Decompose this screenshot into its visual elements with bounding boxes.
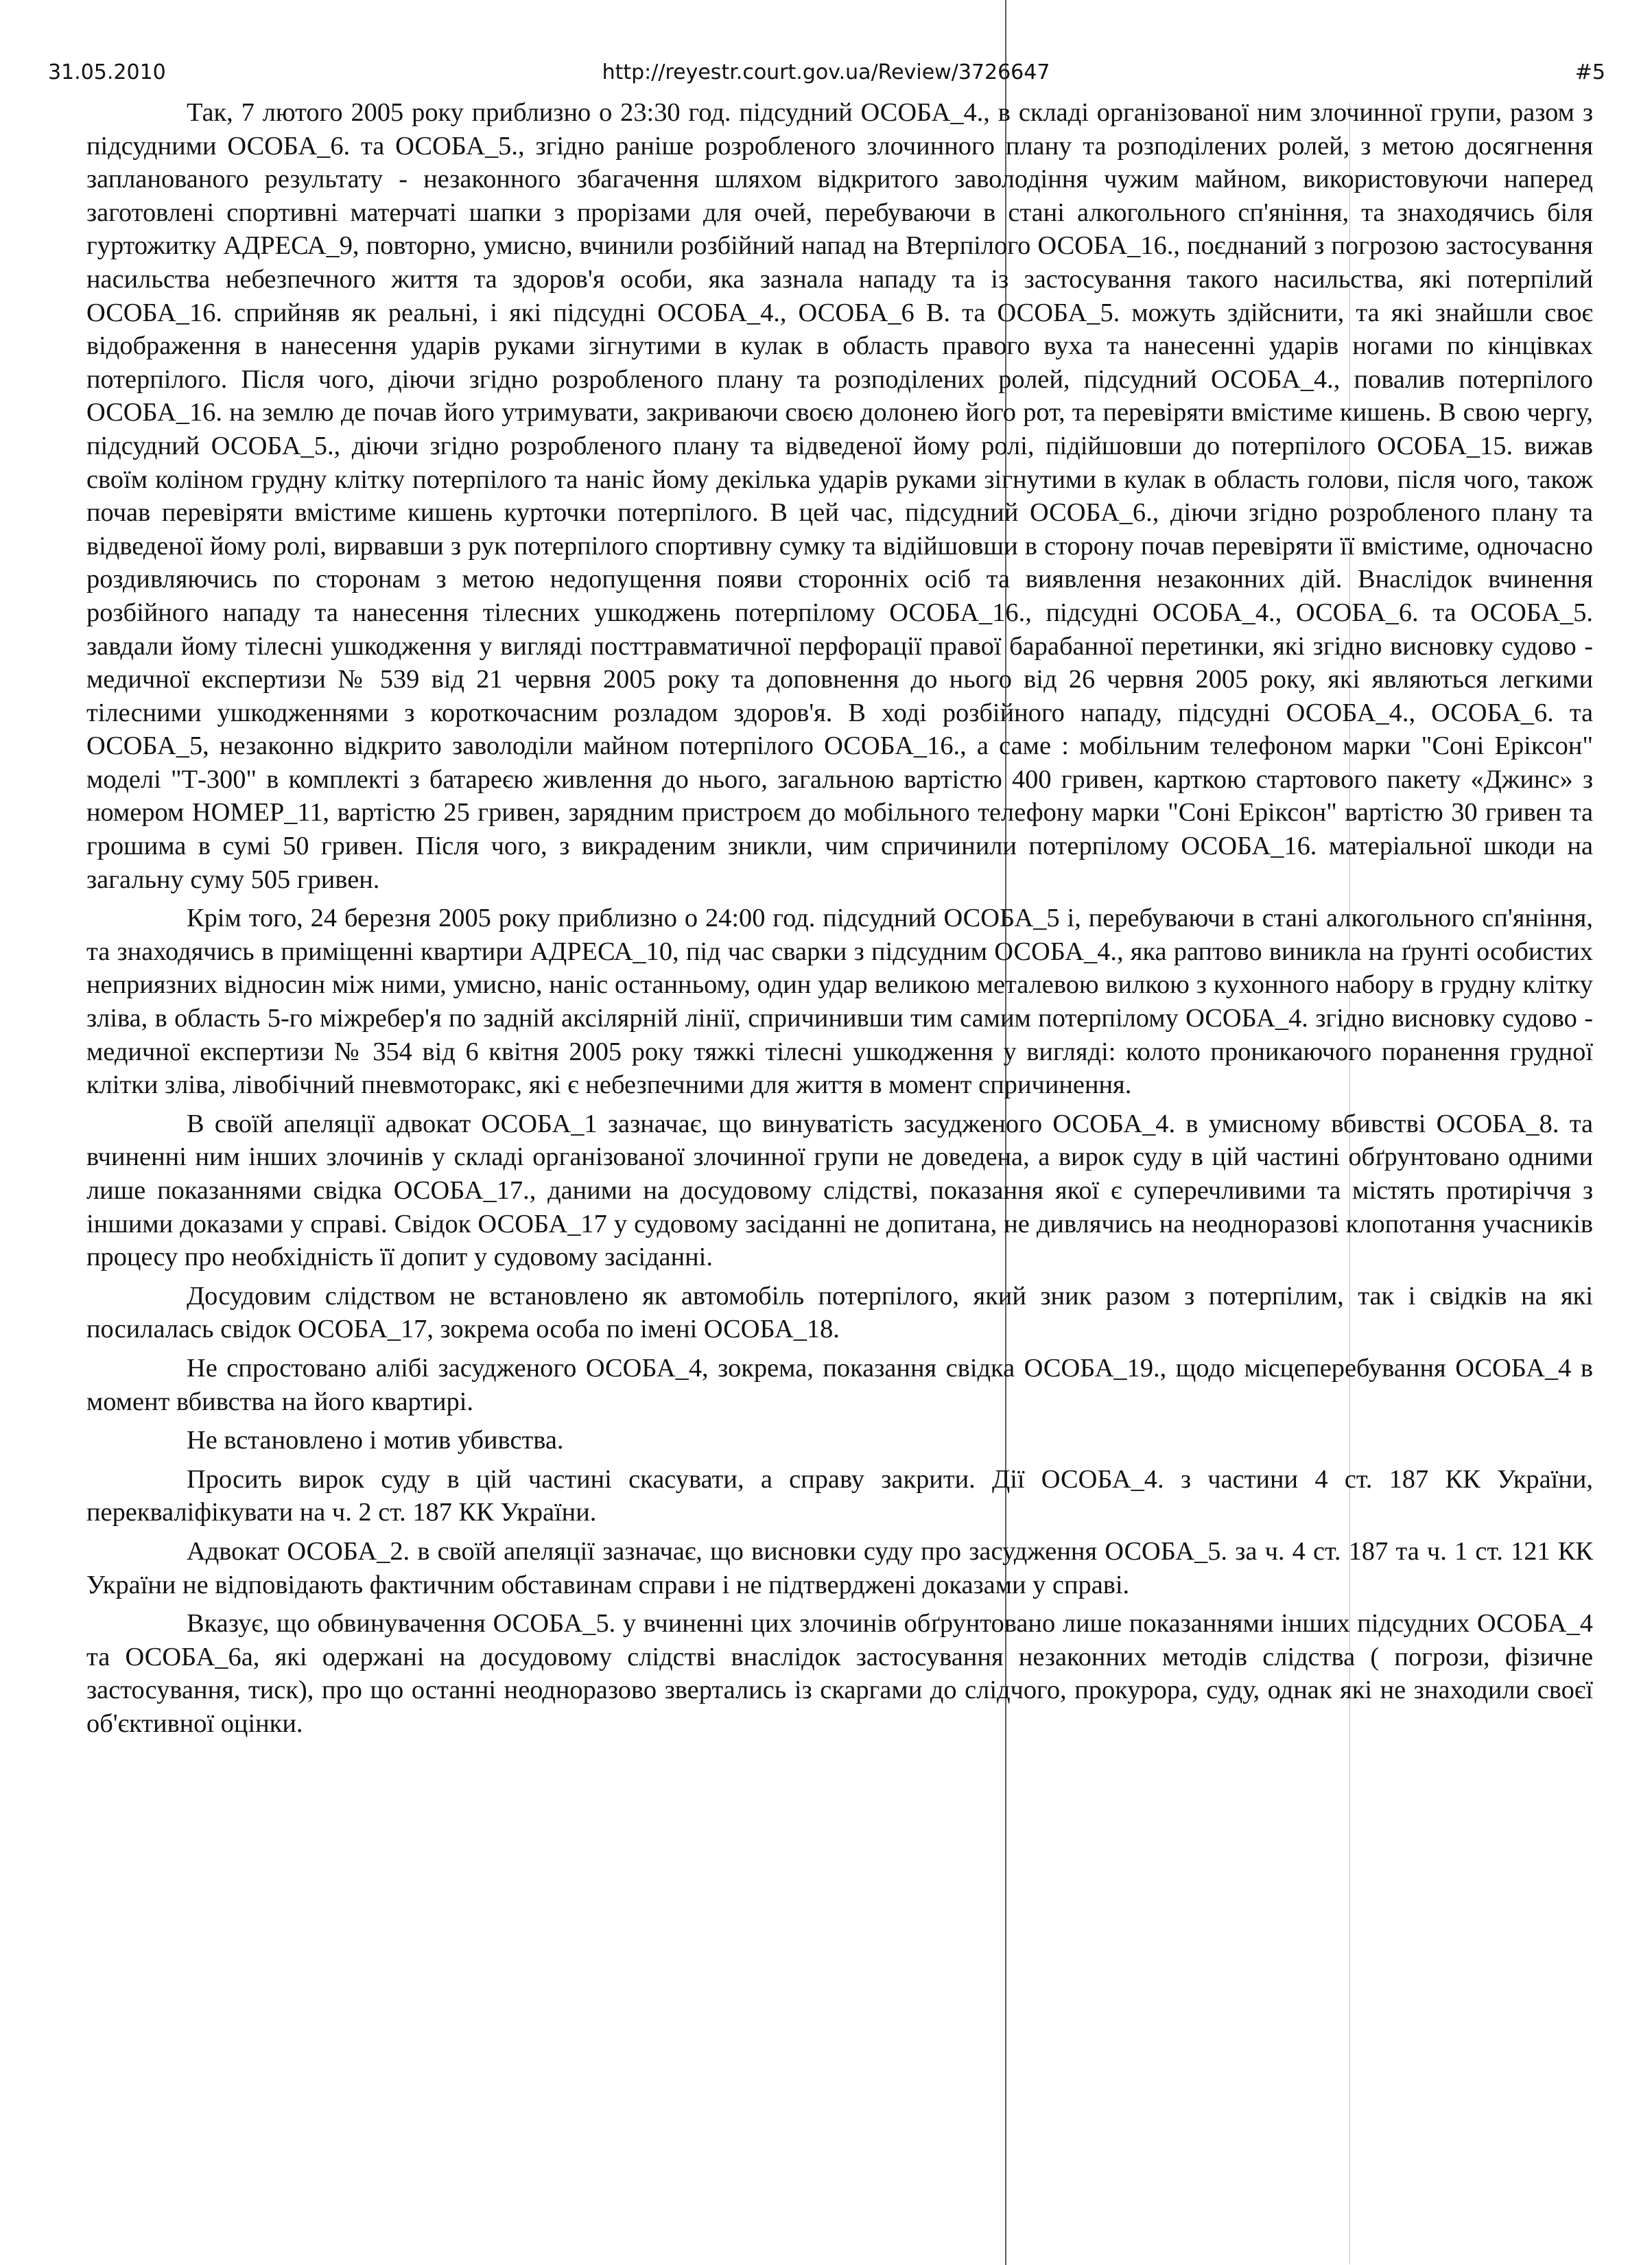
paragraph: Вказує, що обвинувачення ОСОБА_5. у вчиненні цих злочинів обґрунтовано лише показаннями інших підсудних ОСОБА_4 та ОСОБА_6а, які одержані на досудовому слідстві внаслідок застосування незаконних методів слідства ( погрози, фізичне застосування, тиск), про що останні неодноразово звертались із скаргами до слідчого, прокурора, суду, однак які не знаходили своєї об'єктивної оцінки. xyxy=(86,1609,1593,1738)
paragraph: Так, 7 лютого 2005 року приблизно о 23:30 год. підсудний ОСОБА_4., в складі організованої ним злочинної групи, разом з підсудними ОСОБА_6. та ОСОБА_5., згідно раніше розробленого злочинного плану та розподілених ролей, з метою досягнення запланованого результату - незаконного збагачення шляхом відкритого заволодіння чужим майном, використовуючи наперед заготовлені спортивні матерчаті шапки з прорізами для очей, перебуваючи в стані алкогольного сп'яніння, та знаходячись біля гуртожитку АДРЕСА_9, повторно, умисно, вчинили розбійний напад на Втерпілого ОСОБА_16., поєднаний з погрозою застосування насильства небезпечного життя та здоров'я особи, яка зазнала нападу та із застосування такого насильства, які потерпілий ОСОБА_16. сприйняв як реальні, і які підсудні ОСОБА_4., ОСОБА_6 В. та ОСОБА_5. можуть здійснити, та які знайшли своє відображення в нанесення ударів руками зігнутими в кулак в область правого вуха та нанесенні ударів ногами по кінцівках потерпілого. Після чого, діючи згідно розробленого плану та розподілених ролей, підсудний ОСОБА_4., повалив потерпілого ОСОБА_16. на землю де почав його утримувати, закриваючи своєю долонею його рот, та перевіряти вмістиме кишень. В свою чергу, підсудний ОСОБА_5., діючи згідно розробленого плану та відведеної йому ролі, підійшовши до потерпілого ОСОБА_15. вижав своїм коліном грудну клітку потерпілого та наніс йому декілька ударів руками зігнутими в кулак в область голови, після чого, також почав перевіряти вмістиме кишень курточки потерпілого. В цей час, підсудний ОСОБА_6., діючи згідно розробленого плану та відведеної йому ролі, вирвавши з рук потерпілого спортивну сумку та відійшовши в сторону почав перевіряти її вмістиме, одночасно роздивляючись по сторонам з метою недопущення появи сторонніх осіб та виявлення незаконних дій. Внаслідок вчинення розбійного нападу та нанесення тілесних ушкоджень потерпілому ОСОБА_16., підсудні ОСОБА_4., ОСОБА_6. та ОСОБА_5. завдали йому тілесні ушкодження у вигляді посттравматичної перфорації правої барабанної перетинки, які згідно висновку судово - медичної експертизи № 539 від 21 червня 2005 року та доповнення до нього від 26 червня 2005 року, які являються легкими тілесними ушкодженнями з короткочасним розладом здоров'я. В ході розбійного нападу, підсудні ОСОБА_4., ОСОБА_6. та ОСОБА_5, незаконно відкрито заволоділи майном потерпілого ОСОБА_16., а саме : мобільним телефоном марки "Соні Еріксон" моделі "Т-300" в комплекті з батареєю живлення до нього, загальною вартістю 400 гривен, карткою стартового пакету «Джинс» з номером НОМЕР_11, вартістю 25 гривен, зарядним пристроєм до мобільного телефону марки "Соні Еріксон" вартістю 30 гривен та грошима в сумі 50 гривен. Після чого, з викраденим зникли, чим спричинили потерпілому ОСОБА_16. матеріальної шкоди на загальну суму 505 гривен. xyxy=(86,98,1593,894)
paragraph: Крім того, 24 березня 2005 року приблизно о 24:00 год. підсудний ОСОБА_5 і, перебуваючи в стані алкогольного сп'яніння, та знаходячись в приміщенні квартири АДРЕСА_10, під час сварки з підсудним ОСОБА_4., яка раптово виникла на ґрунті особистих неприязних відносин між ними, умисно, наніс останньому, один удар великою металевою вилкою з кухонного набору в грудну клітку зліва, в область 5-го міжребер'я по задній аксілярній лінії, спричинивши тим самим потерпілому ОСОБА_4. згідно висновку судово - медичної експертизи № 354 від 6 квітня 2005 року тяжкі тілесні ушкодження у вигляді: колото проникаючого поранення грудної клітки зліва, лівобічний пневмоторакс, які є небезпечними для життя в момент спричинення. xyxy=(86,904,1593,1100)
document-body xyxy=(86,96,1593,1741)
paragraph: Досудовим слідством не встановлено як автомобіль потерпілого, який зник разом з потерпілим, так і свідків на які посилалась свідок ОСОБА_17, зокрема особа по імені ОСОБА_18. xyxy=(86,1281,1593,1344)
paragraph: Не спростовано алібі засудженого ОСОБА_4, зокрема, показання свідка ОСОБА_19., щодо місцеперебування ОСОБА_4 в момент вбивства на його квартирі. xyxy=(86,1353,1593,1416)
header-page-number: #5 xyxy=(1574,60,1605,84)
header-date: 31.05.2010 xyxy=(48,60,166,84)
paragraph: Адвокат ОСОБА_2. в своїй апеляції зазначає, що висновки суду про засудження ОСОБА_5. за ч. 4 ст. 187 та ч. 1 ст. 121 КК України не відповідають фактичним обставинам справи і не підтверджені доказами у справі. xyxy=(86,1536,1593,1599)
paragraph: В своїй апеляції адвокат ОСОБА_1 зазначає, що винуватість засудженого ОСОБА_4. в умисному вбивстві ОСОБА_8. та вчиненні ним інших злочинів у складі організованої злочинної групи не доведена, а вирок суду в цій частині обґрунтовано одними лише показаннями свідка ОСОБА_17., даними на досудовому слідстві, показання якої є суперечливими та містять протиріччя з іншими доказами у справі. Свідок ОСОБА_17 у судовому засіданні не допитана, не дивлячись на неодноразові клопотання учасників процесу про необхідність її допит у судовому засіданні. xyxy=(86,1109,1593,1272)
paragraph: Просить вирок суду в цій частині скасувати, а справу закрити. Дії ОСОБА_4. з частини 4 ст. 187 КК України, перекваліфікувати на ч. 2 ст. 187 КК України. xyxy=(86,1464,1593,1527)
paragraph: Не встановлено і мотив убивства. xyxy=(187,1426,564,1455)
header-url: http://reyestr.court.gov.ua/Review/3726647 xyxy=(602,60,1050,84)
